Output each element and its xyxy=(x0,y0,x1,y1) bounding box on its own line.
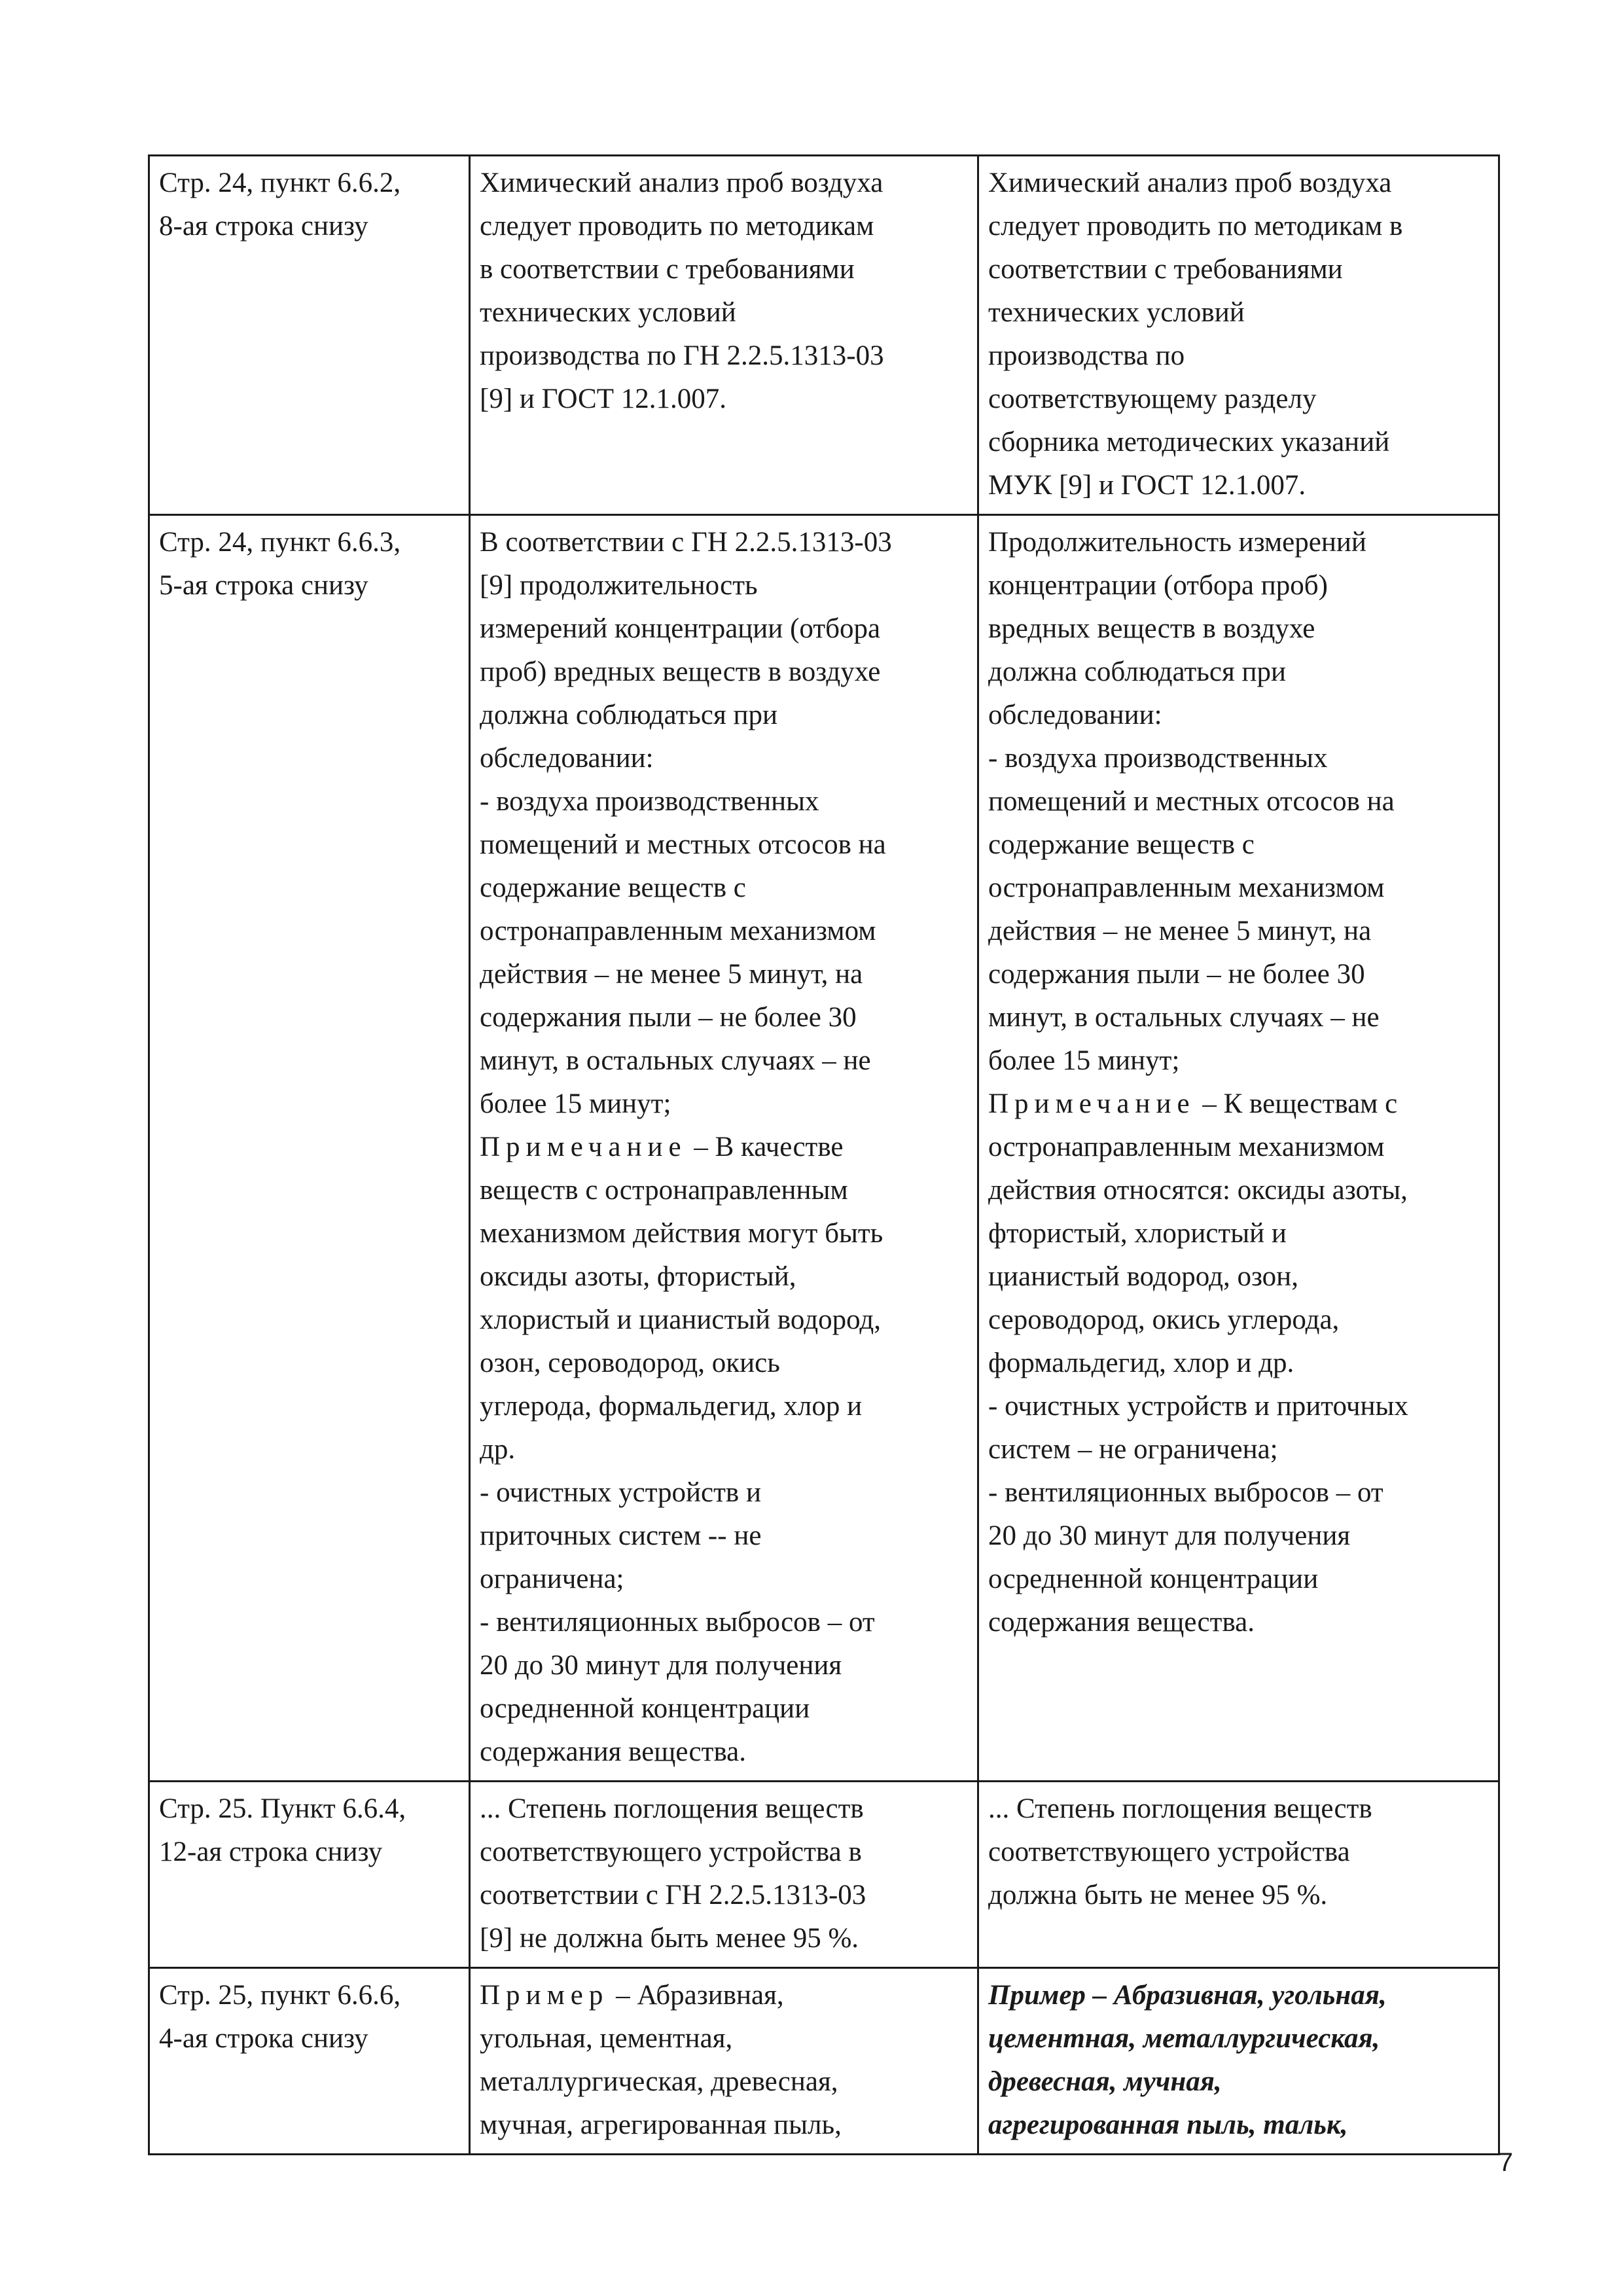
text-line: др. xyxy=(480,1434,516,1465)
new-text-cell xyxy=(978,1968,1499,2155)
text-line: Продолжительность измерений xyxy=(988,527,1366,558)
location-cell xyxy=(149,1968,470,2155)
text-line: агрегированная пыль, тальк, xyxy=(988,2109,1348,2140)
text-line: содержания пыли – не более 30 xyxy=(480,1002,857,1033)
text-line: цианистый водород, озон, xyxy=(988,1261,1298,1292)
text-line: ... Степень поглощения веществ xyxy=(988,1793,1372,1824)
text-line: Стр. 25. Пункт 6.6.4, xyxy=(159,1793,406,1824)
new-text-cell xyxy=(978,156,1499,515)
new-text-cell xyxy=(978,1782,1499,1968)
text-line: действия относятся: оксиды азоты, xyxy=(988,1175,1408,1206)
text-line: в соответствии с требованиями xyxy=(480,254,855,285)
text-line: сероводород, окись углерода, xyxy=(988,1304,1340,1335)
text-line: измерений концентрации (отбора xyxy=(480,613,881,644)
text-line: должна соблюдаться при xyxy=(480,700,778,730)
new-text-cell xyxy=(978,515,1499,1782)
text-line: сборника методических указаний xyxy=(988,427,1390,457)
text-line: концентрации (отбора проб) xyxy=(988,570,1328,601)
text-line: осредненной концентрации xyxy=(988,1564,1319,1594)
text-line: соответствии с ГН 2.2.5.1313-03 xyxy=(480,1880,866,1910)
text-line: Химический анализ проб воздуха xyxy=(988,168,1392,198)
text-line: механизмом действия могут быть xyxy=(480,1218,883,1249)
text-line: помещений и местных отсосов на xyxy=(988,786,1395,817)
location-cell xyxy=(149,515,470,1782)
text-line: 12-ая строка снизу xyxy=(159,1837,383,1867)
text-line: - очистных устройств и xyxy=(480,1477,761,1508)
text-line: проб) вредных веществ в воздухе xyxy=(480,656,881,687)
text-line: 20 до 30 минут для получения xyxy=(480,1650,842,1681)
text-line: приточных систем -- не xyxy=(480,1520,762,1551)
text-line: соответствующего устройства xyxy=(988,1837,1350,1867)
note-label: Примечание xyxy=(988,1088,1196,1119)
text-line: древесная, мучная, xyxy=(988,2066,1222,2097)
text-line: угольная, цементная, xyxy=(480,2023,733,2054)
text-line: Стр. 25, пункт 6.6.6, xyxy=(159,1980,401,2011)
text-line: хлористый и цианистый водород, xyxy=(480,1304,881,1335)
text-line: содержания вещества. xyxy=(480,1736,747,1767)
text-line: действия – не менее 5 минут, на xyxy=(988,916,1372,946)
text-line: [9] не должна быть менее 95 %. xyxy=(480,1923,859,1954)
text-line: соответствующему разделу xyxy=(988,384,1317,414)
text-line: 20 до 30 минут для получения xyxy=(988,1520,1351,1551)
old-text-cell xyxy=(470,515,978,1782)
example-label: Пример xyxy=(480,1980,609,2011)
text-line: [9] и ГОСТ 12.1.007. xyxy=(480,384,726,414)
old-text-cell xyxy=(470,1968,978,2155)
text-line: более 15 минут; xyxy=(988,1045,1180,1076)
text-line: содержания пыли – не более 30 xyxy=(988,959,1365,990)
location-cell xyxy=(149,1782,470,1968)
text-line: 4-ая строка снизу xyxy=(159,2023,368,2054)
text-line: углерода, формальдегид, хлор и xyxy=(480,1391,863,1422)
example-line xyxy=(480,1974,971,2017)
text-line: оксиды азоты, фтористый, xyxy=(480,1261,796,1292)
old-text-cell xyxy=(470,1782,978,1968)
text-line: содержания вещества. xyxy=(988,1607,1255,1638)
text-line: - воздуха производственных xyxy=(988,743,1328,774)
text-line: веществ с остронаправленным xyxy=(480,1175,848,1206)
text-line: Пример – Абразивная, угольная, xyxy=(988,1980,1387,2011)
text-line: технических условий xyxy=(988,297,1245,328)
text-line: ... Степень поглощения веществ xyxy=(480,1793,864,1824)
table-row xyxy=(149,156,1499,515)
text-line: соответствии с требованиями xyxy=(988,254,1343,285)
text-line: МУК [9] и ГОСТ 12.1.007. xyxy=(988,470,1306,501)
text-line: обследовании: xyxy=(480,743,654,774)
text-line: - вентиляционных выбросов – от xyxy=(480,1607,875,1638)
note-line xyxy=(480,1126,971,1169)
text-line: соответствующего устройства в xyxy=(480,1837,862,1867)
text-line: осредненной концентрации xyxy=(480,1693,810,1724)
text-line: технических условий xyxy=(480,297,736,328)
note-text: – К веществам с xyxy=(1195,1088,1398,1119)
text-line: следует проводить по методикам в xyxy=(988,211,1403,242)
text-line: минут, в остальных случаях – не xyxy=(988,1002,1380,1033)
text-line: Стр. 24, пункт 6.6.2, xyxy=(159,168,401,198)
text-line: производства по ГН 2.2.5.1313-03 xyxy=(480,340,884,371)
text-line: - вентиляционных выбросов – от xyxy=(988,1477,1383,1508)
text-line: фтористый, хлористый и xyxy=(988,1218,1287,1249)
text-line: более 15 минут; xyxy=(480,1088,671,1119)
text-line: ограничена; xyxy=(480,1564,624,1594)
note-label: Примечание xyxy=(480,1132,687,1162)
text-line: Химический анализ проб воздуха xyxy=(480,168,883,198)
document-table xyxy=(148,154,1500,2155)
location-cell xyxy=(149,156,470,515)
text-line: остронаправленным механизмом xyxy=(988,872,1385,903)
text-line: содержание веществ с xyxy=(480,872,746,903)
text-line: 5-ая строка снизу xyxy=(159,570,368,601)
text-line: озон, сероводород, окись xyxy=(480,1348,780,1378)
text-line: В соответствии с ГН 2.2.5.1313-03 xyxy=(480,527,892,558)
text-line: 8-ая строка снизу xyxy=(159,211,368,242)
table-row xyxy=(149,1782,1499,1968)
text-line: Стр. 24, пункт 6.6.3, xyxy=(159,527,401,558)
text-line: должна быть не менее 95 %. xyxy=(988,1880,1328,1910)
text-line: - очистных устройств и приточных xyxy=(988,1391,1408,1422)
text-line: систем – не ограничена; xyxy=(988,1434,1278,1465)
text-line: обследовании: xyxy=(988,700,1162,730)
table-row xyxy=(149,515,1499,1782)
text-line: - воздуха производственных xyxy=(480,786,819,817)
note-line xyxy=(988,1083,1491,1126)
text-line: [9] продолжительность xyxy=(480,570,758,601)
text-line: содержание веществ с xyxy=(988,829,1255,860)
text-line: производства по xyxy=(988,340,1185,371)
page-number: 7 xyxy=(1498,2148,1513,2177)
text-line: следует проводить по методикам xyxy=(480,211,874,242)
text-line: помещений и местных отсосов на xyxy=(480,829,886,860)
text-line: действия – не менее 5 минут, на xyxy=(480,959,863,990)
text-line: остронаправленным механизмом xyxy=(988,1132,1385,1162)
table-row xyxy=(149,1968,1499,2155)
text-line: вредных веществ в воздухе xyxy=(988,613,1315,644)
text-line: цементная, металлургическая, xyxy=(988,2023,1380,2054)
text-line: металлургическая, древесная, xyxy=(480,2066,838,2097)
note-text: – В качестве xyxy=(687,1132,844,1162)
text-line: должна соблюдаться при xyxy=(988,656,1287,687)
text-line: остронаправленным механизмом xyxy=(480,916,876,946)
text-line: минут, в остальных случаях – не xyxy=(480,1045,871,1076)
example-text: – Абразивная, xyxy=(609,1980,784,2011)
text-line: формальдегид, хлор и др. xyxy=(988,1348,1294,1378)
old-text-cell xyxy=(470,156,978,515)
text-line: мучная, агрегированная пыль, xyxy=(480,2109,842,2140)
